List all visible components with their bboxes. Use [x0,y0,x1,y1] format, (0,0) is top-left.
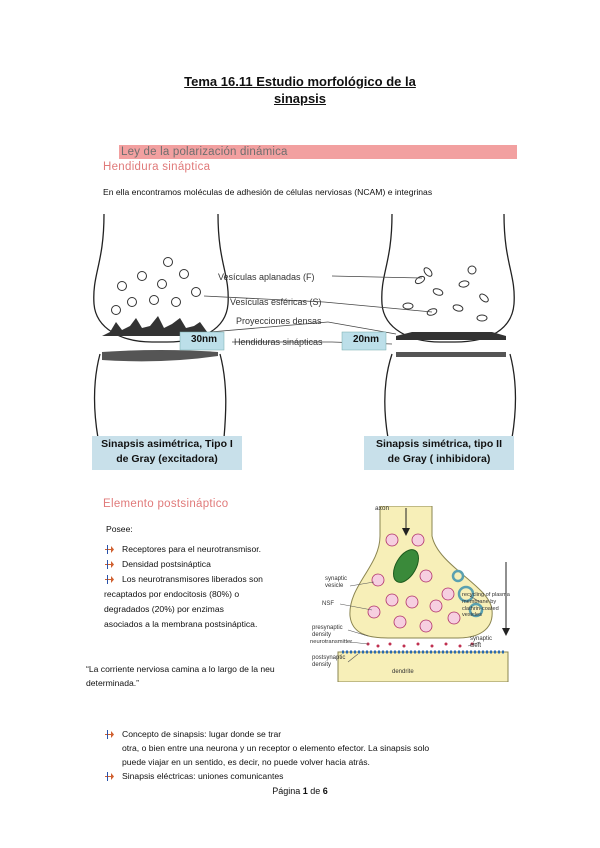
label-presynaptic-density: presynaptic density [312,625,343,638]
right-terminal-outline [382,214,514,342]
label-axon: axon [375,505,390,512]
caption-asimetrica-2: de Gray (excitadora) [92,452,242,466]
right-vesicles [403,266,490,321]
label-dendrite: dendrite [392,669,414,675]
left-vesicles [112,258,201,315]
bullet3-line4: asociados a la membrana postsináptica. [104,619,258,629]
bullet-concepto-line3: puede viajar en un sentido, es decir, no puede volver hacia atrás. [122,757,370,767]
bullet-concepto-line2: otra, o bien entre una neurona y un receptor o elemento efector. La sinapsis solo [122,743,430,753]
page-title: Tema 16.11 Estudio morfológico de la [184,74,416,89]
arrow-bullet-icon [104,544,115,555]
label-synaptic-cleft: synaptic cleft [470,636,493,649]
footer-page-label: Página [272,786,303,796]
gap-label-20nm: 20nm [352,334,380,345]
label-proyecciones-densas: Proyecciones densas [236,316,322,326]
highlighted-heading: Ley de la polarización dinámica [119,145,517,159]
bullet-sinapsis-electricas: Sinapsis eléctricas: uniones comunicantes [122,771,284,781]
quote-line1: “La corriente nerviosa camina a lo largo de la neu [86,664,275,674]
gap-label-30nm: 30nm [190,334,218,345]
caption-simetrica-1: Sinapsis simétrica, tipo II [364,437,514,451]
arrow-bullet-icon [104,771,115,782]
paragraph-ncam: En ella encontramos moléculas de adhesión de células nerviosas (NCAM) e integrinas [103,187,433,197]
bullet-neurotransmisores: Los neurotransmisores liberados son [122,574,263,584]
downward-arrow-icon [502,628,510,636]
right-postsynaptic-density [396,352,506,357]
label-neurotransmitter: neurotransmitter [310,639,353,645]
quote-line2: determinada.” [86,678,140,688]
bullet3-line2: recaptados por endocitosis (80%) o [104,589,240,599]
bullet3-line3: degradados (20%) por enzimas [104,604,224,614]
left-dendrite-outline [95,354,226,438]
bullet-densidad: Densidad postsináptica [122,559,211,569]
footer-of-label: de [307,786,323,796]
label-synaptic-vesicle: synaptic vesicle [325,576,348,589]
caption-asimetrica-1: Sinapsis asimétrica, Tipo I [92,437,242,451]
page-footer [0,786,600,796]
label-nsf: NSF [322,601,334,607]
leader-lines [204,276,432,344]
label-hendiduras-sinapticas: Hendiduras sinápticas [234,337,323,347]
footer-page-number: 1 [302,786,308,796]
left-postsynaptic-density [102,350,218,361]
label-vesiculas-aplanadas: Vesículas aplanadas (F) [218,272,315,282]
label-vesiculas-esfericas: Vesículas esféricas (S) [230,297,322,307]
dendrite-shape [338,652,508,682]
arrow-bullet-icon [104,574,115,585]
right-dense-projections [396,332,506,340]
bullet-receptores: Receptores para el neurotransmisor. [122,544,262,554]
label-recycling: recycling of plasma membrane by clathrin-coated vesicles [462,592,510,619]
caption-simetrica-2: de Gray ( inhibidora) [364,452,514,466]
label-postsynaptic-density: postsynaptic density [312,655,346,668]
section-heading-hendidura: Hendidura sináptica [103,161,211,173]
arrow-bullet-icon [104,729,115,740]
page-title-line2: sinapsis [273,91,327,106]
footer-page-total: 6 [322,786,328,796]
right-dendrite-outline [385,354,516,438]
bullet-concepto-sinapsis: Concepto de sinapsis: lugar donde se trar [122,729,282,739]
section-heading-postsinaptico: Elemento postsináptico [103,498,229,510]
neurotransmitter-dots [367,643,474,648]
arrow-bullet-icon [104,559,115,570]
posee-label: Posee: [106,524,133,534]
